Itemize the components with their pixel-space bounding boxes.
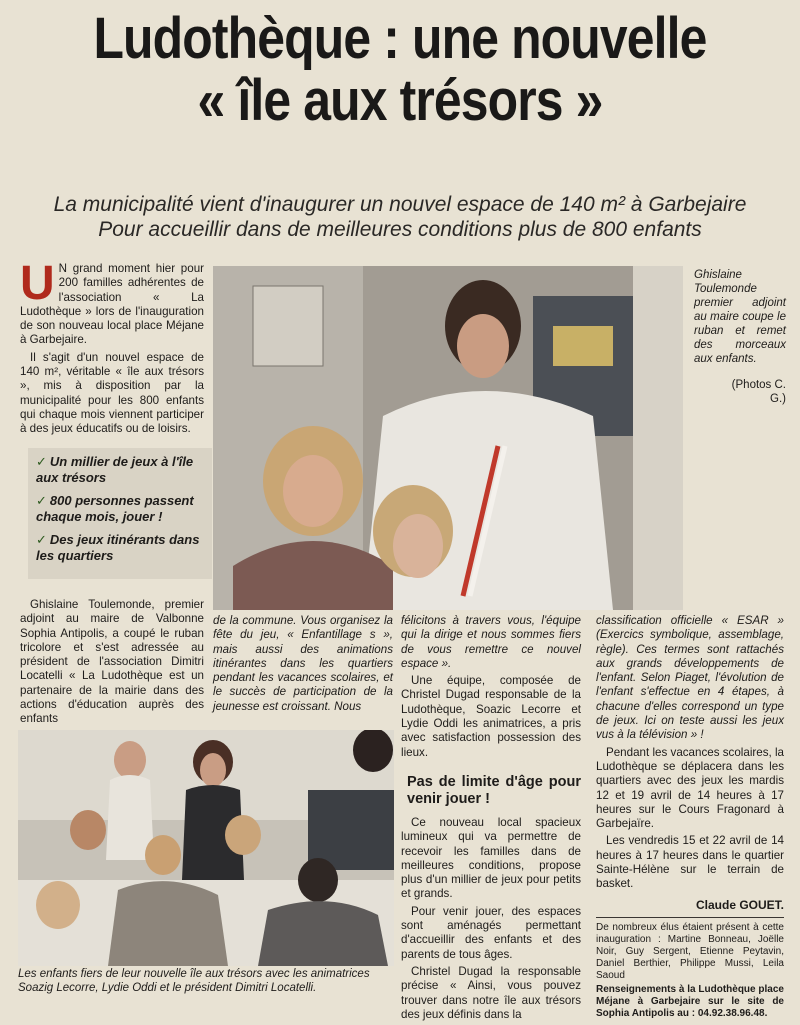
column-4 — [596, 614, 784, 1020]
highlight-item: ✓ Un millier de jeux à l'île aux trésors — [36, 454, 194, 485]
photo2-caption: Les enfants fiers de leur nouvelle île aux trésors avec les animatrices Soazig Lecorre, Lydie Oddi et le président Dimitri Locatelli. — [18, 968, 370, 994]
column-3-paragraph-1: félicitons à travers vous, l'équipe qui la dirige et nous sommes fiers de vous remettre ce nouvel espace ». — [401, 614, 581, 670]
column-2 — [213, 614, 393, 717]
column-2-paragraph: de la commune. Vous organisez la fête du jeu, « Enfantillage s », mais aussi des animations itinérantes dans les quartiers pendant les vacances scolaires, et le succès de participation de la jeunesse est croissant. Nous — [213, 614, 393, 713]
intro-paragraph-1: N grand moment hier pour 200 familles adhérentes de l'association « La Ludothèque » lors de l'inauguration de son nouveau local place Méjane à Garbejaire. — [20, 262, 204, 347]
column-4-paragraph-2: Pendant les vacances scolaires, la Ludothèque se déplacera dans les quartiers avec des jeux les mardis 12 et 19 avril de 14 heures à 17 heures sur le Cours Fragonard à Garbejaïre. — [596, 745, 784, 831]
column-1 — [20, 598, 204, 730]
contact-note: Renseignements à la Ludothèque place Méjane à Garbejaire sur le site de Sophia Antipolis au : 04.92.38.96.48. — [596, 983, 784, 1019]
officials-note: De nombreux élus étaient présent à cette inauguration : Martine Bonneau, Joëlle Noir, Guy Sergent, Etienne Peytavin, Daniel Berthier, Philippe Mussi, Leila Saoud — [596, 921, 784, 981]
photo-ribbon-cutting — [213, 266, 683, 610]
check-icon: ✓ — [36, 454, 47, 469]
headline-line-2: « île aux trésors » — [197, 68, 603, 133]
column-3-paragraph-2: Une équipe, composée de Christel Dugad responsable de la Ludothèque, Soazic Lecorre et Lydie Oddi les animatrices, a pris avec satisfaction possession des lieux. — [401, 674, 581, 759]
column-3-paragraph-5: Christel Dugad la responsable précise « Ainsi, vous pouvez trouver dans notre île aux trésors des jeux définis dans la — [401, 964, 581, 1021]
headline-line-1: Ludothèque : une nouvelle — [93, 6, 707, 71]
photo-children-group — [18, 730, 394, 966]
subhead-line-2: Pour accueillir dans de meilleures conditions plus de 800 enfants — [98, 218, 702, 241]
section-title: Pas de limite d'âge pour venir jouer ! — [407, 773, 581, 807]
photo1-caption: Ghislaine Toulemonde premier adjoint au maire coupe le ruban et remet des morceaux aux enfants. — [694, 269, 786, 365]
photo1-credit: (Photos C. G.) — [731, 379, 786, 405]
column-3 — [401, 614, 581, 1025]
intro-paragraph-2: Il s'agit d'un nouvel espace de 140 m², véritable « île aux trésors », mis à disposition par la municipalité pour les 800 enfants qui chaque mois viennent participer à des jeux éducatifs ou de loisirs. — [20, 350, 204, 436]
column-4-paragraph-3: Les vendredis 15 et 22 avril de 14 heures à 17 heures dans le quartier Sainte-Hélène sur le terrain de basket. — [596, 834, 784, 891]
highlight-item: ✓ Des jeux itinérants dans les quartiers — [36, 532, 200, 563]
author-byline: Claude GOUET. — [695, 897, 784, 912]
drop-cap: U — [20, 257, 55, 310]
column-1-paragraph: Ghislaine Toulemonde, premier adjoint au maire de Valbonne Sophia Antipolis, a coupé le ruban tricolore et s'est adressée au président de l'association Dimitri Locatelli « La Ludothèque est un partenaire de la mairie dans des actions d'éducation auprès des enfants — [20, 598, 204, 726]
highlight-item: ✓ 800 personnes passent chaque mois, jouer ! — [36, 493, 194, 524]
divider — [596, 917, 784, 918]
column-3-paragraph-3: Ce nouveau local spacieux lumineux qui va permettre de recevoir les familles dans de meilleures conditions, propose plus d'un millier de jeux pour petits et grands. — [401, 815, 581, 901]
highlights-box — [28, 448, 212, 579]
check-icon: ✓ — [36, 532, 47, 547]
intro-column — [20, 257, 204, 440]
column-4-paragraph-1: classification officielle « ESAR » (Exercics symbolique, assemblage, règle). Ces termes sont rattachés aux grands développements de l'enfant. Selon Piaget, l'évolution de l'enfant s'effectue en 4 étapes, à chacune d'elles correspond un type de jeux. Ici on teste aussi les jeux vus à la télévision » ! — [596, 614, 784, 742]
check-icon: ✓ — [36, 493, 47, 508]
column-3-paragraph-4: Pour venir jouer, des espaces sont aménagés permettant d'accueillir des enfants et des parents de tous âges. — [401, 904, 581, 961]
subhead-line-1: La municipalité vient d'inaugurer un nouvel espace de 140 m² à Garbejaire — [53, 193, 747, 216]
